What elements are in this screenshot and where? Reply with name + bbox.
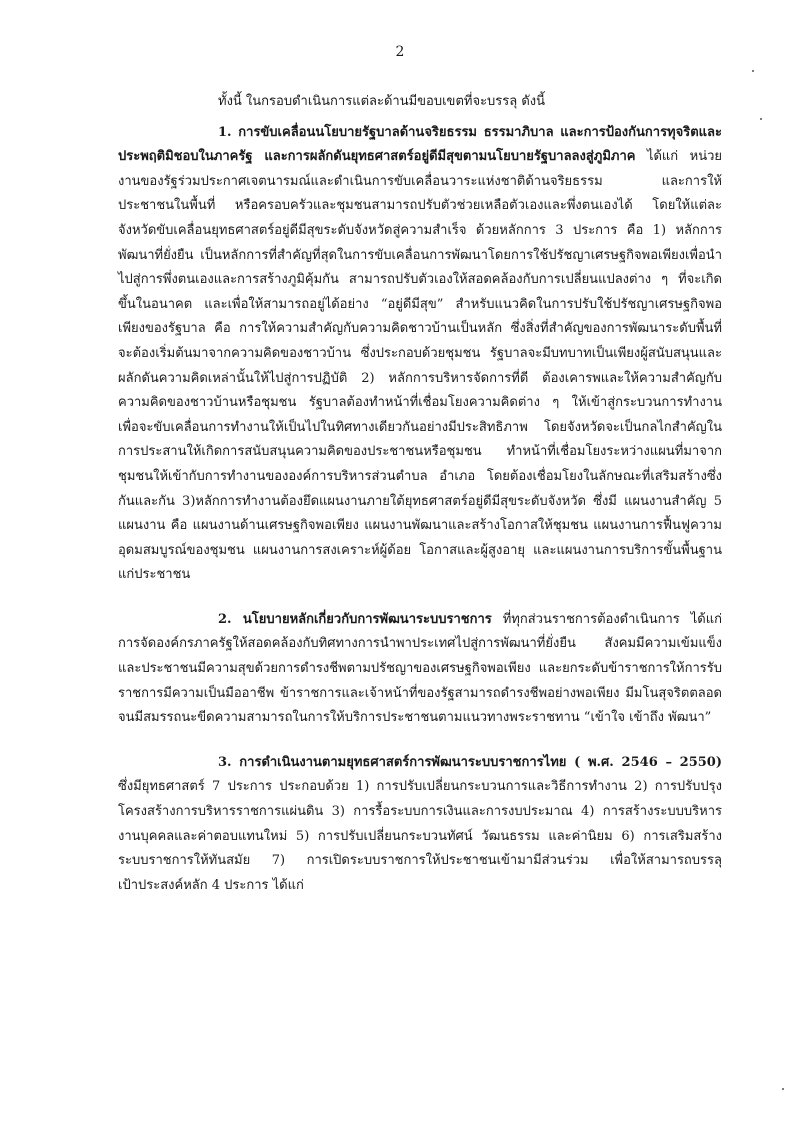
section-3-body: ซึ่งมียุทธศาสตร์ 7 ประการ ประกอบด้วย 1) การปรับเปลี่ยนกระบวนการและวิธีการทำงาน 2) การปรับปรุงโครงสร้างการบริหารราชการแผ่นดิน 3) การรื้อระบบการเงินและการงบประมาณ 4) การสร้างระบบบริหารงานบุคคลและค่าตอบแทนใหม่ 5) การปรับเปลี่ยนกระบวนทัศน์ วัฒนธรรม และค่านิยม 6) การเสริมสร้างระบบราชการให้ทันสมัย 7) การเปิดระบบราชการให้ประชาชนเข้ามามีส่วนร่วม เพื่อให้สามารถบรรลุเป้าประสงค์หลัก 4 ประการ ได้แก่ — [118, 779, 722, 893]
scan-speck — [782, 1088, 784, 1090]
spacer — [118, 731, 722, 745]
scan-speck — [760, 118, 762, 120]
section-1-heading: 1. การขับเคลื่อนนโยบายรัฐบาลด้านจริยธรรม ธรรมาภิบาล และการป้องกันการทุจริตและประพฤติมิชอบในภาครัฐ และการผลักดันยุทธศาสตร์อยู่ดีมีสุขตามนโยบายรัฐบาลลงสู่ภูมิภาค — [118, 124, 722, 165]
section-3-heading: 3. การดำเนินงานตามยุทธศาสตร์การพัฒนาระบบราชการไทย ( พ.ศ. 2546 – 2550) — [218, 754, 722, 770]
section-2-body: ที่ทุกส่วนราชการต้องดำเนินการ ได้แก่ การจัดองค์กรภาครัฐให้สอดคล้องกับทิศทางการนำพาประเทศไปสู่การพัฒนาที่ยั่งยืน สังคมมีความเข้มแข็ง และประชาชนมีความสุขด้วยการดำรงชีพตามปรัชญาของเศรษฐกิจพอเพียง และยกระดับข้าราชการให้การรับราชการมีความเป็นมืออาชีพ ข้าราชการและเจ้าหน้าที่ของรัฐสามารถดำรงชีพอย่างพอเพียง มีมโนสุจริตตลอดจนมีสมรรถนะขีดความสามารถในการให้บริการประชาชนตามแนวทางพระราชทาน “เข้าใจ เข้าถึง พัฒนา” — [118, 611, 722, 726]
section-1-body: ได้แก่ หน่วยงานของรัฐร่วมประกาศเจตนารมณ์และดำเนินการขับเคลื่อนวาระแห่งชาติด้านจริยธรรม และการให้ประชาชนในพื้นที่ หรือครอบครัวและชุมชนสามารถปรับตัวช่วยเหลือตัวเองและพึ่งตนเองได้ โดยให้แต่ละจังหวัดขับเคลื่อนยุทธศาสตร์อยู่ดีมีสุขระดับจังหวัดสู่ความสำเร็จ ด้วยหลักการ 3 ประการ คือ 1) หลักการพัฒนาที่ยั่งยืน เป็นหลักการที่สำคัญที่สุดในการขับเคลื่อนการพัฒนาโดยการใช้ปรัชญาเศรษฐกิจพอเพียงเพื่อนำไปสู่การพึ่งตนเองและการสร้างภูมิคุ้มกัน สามารถปรับตัวเองให้สอดคล้องกับการเปลี่ยนแปลงต่าง ๆ ที่จะเกิดขึ้นในอนาคต และเพื่อให้สามารถอยู่ได้อย่าง “อยู่ดีมีสุข” สำหรับแนวคิดในการปรับใช้ปรัชญาเศรษฐกิจพอเพียงของรัฐบาล คือ การให้ความสำคัญกับความคิดชาวบ้านเป็นหลัก ซึ่งสิ่งที่สำคัญของการพัฒนาระดับพื้นที่จะต้องเริ่มต้นมาจากความคิดของชาวบ้าน ซึ่งประกอบด้วยชุมชน รัฐบาลจะมีบทบาทเป็นเพียงผู้สนับสนุนและผลักดันความคิดเหล่านั้นให้ไปสู่การปฏิบัติ 2) หลักการบริหารจัดการที่ดี ต้องเคารพและให้ความสำคัญกับความคิดของชาวบ้านหรือชุมชน รัฐบาลต้องทำหน้าที่เชื่อมโยงความคิดต่าง ๆ ให้เข้าสู่กระบวนการทำงาน เพื่อจะขับเคลื่อนการทำงานให้เป็นไปในทิศทางเดียวกันอย่างมีประสิทธิภาพ โดยจังหวัดจะเป็นกลไกสำคัญในการประสานให้เกิดการสนับสนุนความคิดของประชาชนหรือชุมชน ทำหน้าที่เชื่อมโยงระหว่างแผนที่มาจากชุมชนให้เข้ากับการทำงานขององค์การบริหารส่วนตำบล อำเภอ โดยต้องเชื่อมโยงในลักษณะที่เสริมสร้างซึ่งกันและกัน 3)หลักการทำงานต้องยึดแผนงานภายใต้ยุทธศาสตร์อยู่ดีมีสุขระดับจังหวัด ซึ่งมี แผนงานสำคัญ 5 แผนงาน คือ แผนงานด้านเศรษฐกิจพอเพียง แผนงานพัฒนาและสร้างโอกาสให้ชุมชน แผนงานการฟื้นฟูความอุดมสมบูรณ์ของชุมชน แผนงานการสงเคราะห์ผู้ด้อย โอกาสและผู้สูงอายุ และแผนงานการบริการขั้นพื้นฐานแก่ประชาชน — [118, 149, 722, 583]
section-2 — [118, 608, 722, 731]
page-number: 2 — [395, 44, 405, 60]
scan-speck — [752, 70, 754, 72]
intro-paragraph: ทั้งนี้ ในกรอบดำเนินการแต่ละด้านมีขอบเขตที่จะบรรลุ ดังนี้ — [218, 94, 546, 109]
section-2-heading: 2. นโยบายหลักเกี่ยวกับการพัฒนาระบบราชการ — [218, 611, 492, 627]
document-body — [118, 90, 722, 898]
spacer — [118, 588, 722, 602]
section-3 — [118, 751, 722, 899]
section-1 — [118, 121, 722, 588]
